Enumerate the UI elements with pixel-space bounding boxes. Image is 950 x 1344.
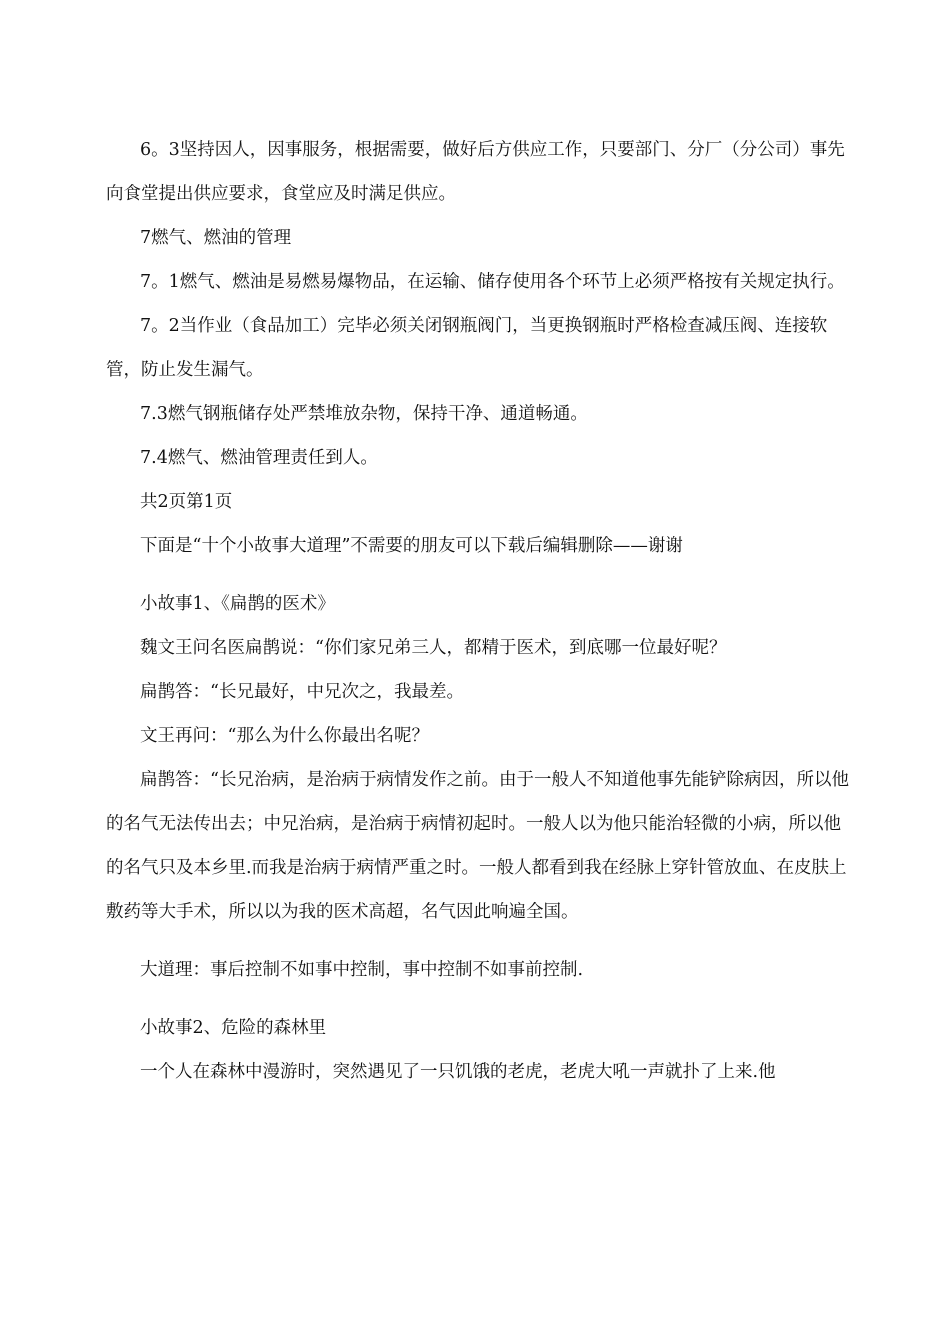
paragraph-7-3: 7.3燃气钢瓶储存处严禁堆放杂物，保持干净、通道畅通。 xyxy=(140,404,588,424)
paragraph-7-2: 7。2当作业（食品加工）完毕必须关闭钢瓶阀门，当更换钢瓶时严格检查减压阀、连接软管，防止发生漏气。 xyxy=(106,316,828,380)
paragraph-6-3: 6。3坚持因人，因事服务，根据需要，做好后方供应工作，只要部门、分厂（分公司）事先向食堂提出供应要求，食堂应及时满足供应。 xyxy=(106,140,845,204)
page-counter: 共2页第1页 xyxy=(140,492,233,512)
story-2-title: 小故事2、危险的森林里 xyxy=(140,1018,327,1038)
story-2-para-1: 一个人在森林中漫游时，突然遇见了一只饥饿的老虎，老虎大吼一声就扑了上来.他 xyxy=(140,1062,776,1082)
story-1-para-4: 扁鹊答：“长兄治病，是治病于病情发作之前。由于一般人不知道他事先能铲除病因，所以他的名气无法传出去；中兄治病，是治病于病情初起时。一般人以为他只能治轻微的小病，所以他的名气只及本乡里.而我是治病于病情严重之时。一般人都看到我在经脉上穿针管放血、在皮肤上敷药等大手术，所以以为我的医术高超，名气因此响遍全国。 xyxy=(106,770,849,922)
download-note: 下面是“十个小故事大道理”不需要的朋友可以下载后编辑删除——谢谢 xyxy=(140,536,683,556)
story-1-para-1: 魏文王问名医扁鹊说：“你们家兄弟三人，都精于医术，到底哪一位最好呢？ xyxy=(140,638,727,658)
story-1-title: 小故事1、《扁鹊的医术》 xyxy=(140,594,335,614)
paragraph-7-4: 7.4燃气、燃油管理责任到人。 xyxy=(140,448,378,468)
heading-section-7: 7燃气、燃油的管理 xyxy=(140,228,292,248)
story-1-moral: 大道理：事后控制不如事中控制，事中控制不如事前控制. xyxy=(140,960,584,980)
paragraph-7-1: 7。1燃气、燃油是易燃易爆物品，在运输、储存使用各个环节上必须严格按有关规定执行。 xyxy=(140,272,845,292)
document-body xyxy=(106,128,850,1094)
story-1-para-3: 文王再问：“那么为什么你最出名呢？ xyxy=(140,726,429,746)
story-1-para-2: 扁鹊答：“长兄最好，中兄次之，我最差。 xyxy=(140,682,464,702)
